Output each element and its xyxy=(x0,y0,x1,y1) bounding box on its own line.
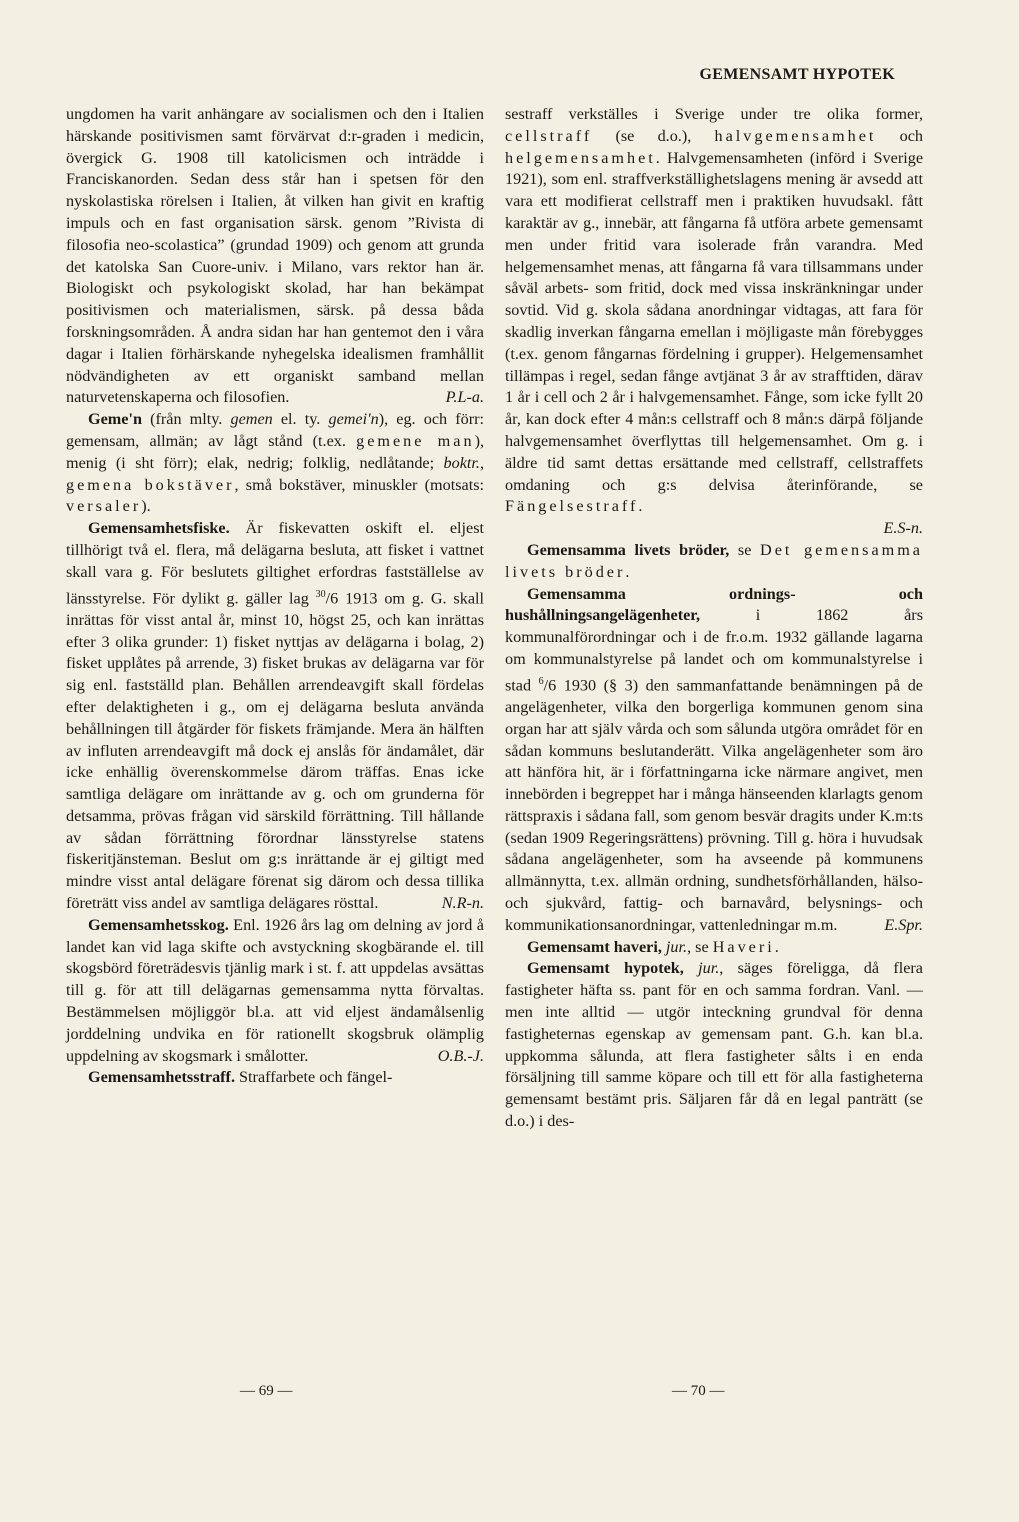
entry-text: Enl. 1926 års lag om delning av jord å landet kan vid laga skifte och avstyckning skogbärande el. till skogsbörd företrädesvis tjänlig mark i st. f. att uppdelas avsättas till g. för att till delägarnas gemensamma nytta förvaltas. Bestämmelsen möjliggör bl.a. att vid eljest ändamålsenlig jorddelning undvika en för rationellt skogsbruk olämplig uppdelning av skogsmark i smålotter. xyxy=(66,915,484,1065)
entry-text: i 1862 års kommunalförordningar och i de fr.o.m. 1932 gällande lagarna om kommunalstyrelse på landet och om kommunalstyrelse i stad xyxy=(505,606,923,695)
entry-text: el. ty. xyxy=(272,410,329,429)
entry-text: . xyxy=(625,562,630,581)
entry-text: , små bokstäver, minuskler (motsats: xyxy=(234,475,485,494)
entry-headword: Gemensamma livets bröder, xyxy=(527,540,730,559)
spaced-term: gemena bokstäver xyxy=(66,475,235,494)
entry-text: Straffarbete och fängel- xyxy=(235,1068,393,1087)
entry-gemen xyxy=(66,409,484,518)
signature: E.Spr. xyxy=(884,915,923,934)
right-column xyxy=(505,104,923,1133)
entry-text: (se d.o.), xyxy=(592,126,715,145)
entry-text: , säges föreligga, då flera fastigheter häfta ss. pant för en och samma fordran. Vanl. — men inte alltid — utgör inteckning grundval för denna fastigheternas egenskap av gemensam pant. G.h. kan bl.a. uppkomma sålunda, att flera fastigheter sålts i en enda försäljning till samme köpare och till ett för alla fastigheterna gemensamt bestämt pris. Säljaren får då en legal panträtt (se d.o.) i des- xyxy=(505,959,923,1131)
entry-text: /6 1930 (§ 3) den sammanfattande benämningen på de angelägenheter, vilka den borgerliga kommunen genom sina organ har att själv vårda och som sålunda utgöra området för en sådan kommuns beslutanderätt. Vilka angelägenheter som äro att hänföra hit, är i författningarna icke närmare angivet, men innebörden i begreppet har i många hänseenden klarlagts genom rättspraxis i sådana fall, som genom besvär dragits under K.m:ts (sedan 1909 Regeringsrättens) prövning. Till g. höra i huvudsak sådana angelägenheter, som ha avseende på kommunens allmännytta, t.ex. allmän ordning, sundhetsförhållanden, hälso- och sjukvård, fattig- och barnavård, belysnings- och kommunikationsanordningar, vattenledningar m.m. xyxy=(505,676,923,934)
spaced-term: Det gemensamma livets bröder xyxy=(505,540,923,581)
entry-headword: Gemensamt haveri, xyxy=(527,937,662,956)
entry-gemensamt-hypotek xyxy=(505,958,923,1132)
entry-gemensamhetsstraff xyxy=(66,1067,484,1089)
page-number-right: — 70 — xyxy=(672,1383,725,1399)
entry-text: . xyxy=(774,937,779,956)
entry-headword: Gemensamhetsfiske. xyxy=(88,519,230,538)
entry-text: ). xyxy=(141,497,151,516)
entry-gemensamhetsskog xyxy=(66,915,484,1068)
entry-headword: Gemensamma ordnings- och hushållningsangelägenheter, xyxy=(505,584,923,625)
signature: N.R-n. xyxy=(441,894,484,913)
spaced-term: helgemensamhet xyxy=(505,148,656,167)
entry-text: gemen xyxy=(230,410,273,429)
entry-text: , se xyxy=(687,937,713,956)
spaced-term: halvgemensamhet xyxy=(714,126,877,145)
entry-text: se xyxy=(729,540,761,559)
intro-paragraph xyxy=(66,104,484,409)
entry-text: Är fiskevatten oskift el. eljest tillhörigt två el. flera, må delägarna besluta, att fisket i vattnet skall vara g. För beslutets giltighet erfordras fastställelse av länsstyrelse. För dylikt g. gäller lag xyxy=(66,519,484,607)
page-number-left: — 69 — xyxy=(240,1383,293,1399)
signature: O.B.-J. xyxy=(437,1046,484,1065)
left-column xyxy=(66,104,484,1089)
intro-text: ungdomen ha varit anhängare av socialismen och den i Italien härskande positivismen samt förvärvat d:r-graden i medicin, övergick G. 1908 till katolicismen och inträdde i Franciskanorden. Sedan dess står han i spetsen för den nyskolastiska rörelsen i Italien, åt vilken han givit en kraftig impuls och en fast organisation särsk. genom ”Rivista di filosofia neo-scolastica” (grundad 1909) och genom att grunda det katolska San Cuore-univ. i Milano, vars rektor han är. Biologiskt och psykologiskt skolad, har han bekämpat positivismen och materialismen, särsk. på dessa båda forskningsområden. Å andra sidan har han gentemot den i våra dagar i Italien förhärskande nyhegelska idealismen framhållit nödvändigheten av ett organiskt samband mellan naturvetenskaperna och filosofien. xyxy=(66,105,484,407)
entry-text: . Halvgemensamheten (införd i Sverige 1921), som enl. straffverkställighetslagens mening är avsedd att vara ett modifierat cellstraff men i praktiken huvudsakl. fått karaktär av g., innebär, att fångarna få utföra arbete gemensamt men under fritid vara isolerade från varandra. Med helgemensamhet menas, att fångarna få vara tillsammans under såväl arbets- som fritid, dock med vissa inskränkningar under sovtid. Vid g. skola sådana anordningar vidtagas, att fara för skadlig inverkan fångarna emellan i möjligaste mån förebygges (t.ex. genom fångarnas fördelning i grupper). Helgemensamhet tillämpas i regel, sedan fånge avtjänat 3 år av strafftiden, därav 1 år i cell och 2 år i halvgemensamhet. Fånge, som icke fyllt 20 år, kan dock efter 4 mån:s cellstraff och 8 mån:s därpå följande halvgemensamhet överflyttas till helgemensamhet. Om g. i äldre tid samt dettas ersättande med cellstraff, cellstraffets omdaning och g:s delvisa återinförande, se xyxy=(505,148,923,494)
entry-text: /6 1913 om g. G. skall inrättas för visst antal år, minst 10, högst 25, och kan inrättas efter 3 olika grunder: 1) fisket nyttjas av delägarna i bolag, 2) fisket upplåtes på arrende, 3) fisket brukas av delägarna var för sig enl. fastställd plan. Behållen arrendeavgift skall fördelas efter delaktigheten i g., om ej delägarna besluta använda behållningen till åtgärder för fiskets främjande. Mera än hälften av influten arrendeavgift må dock ej anslås för ändamålet, där icke enhällig överenskommelse därom träffas. Enas icke samtliga delägare om inrättande av g. och om grunderna för detsamma, prövas frågan vid särskild förrättning. Till hållande av sådan förrättning förordnar länsstyrelse statens fiskeritjänsteman. Beslut om g:s inrättande är ej giltigt med mindre visst antal delägare förenat sig därom och dessa tillika företrätt viss andel av samtliga delägares rösttal. xyxy=(66,588,484,913)
entry-text: jur. xyxy=(683,959,720,978)
entry-straff-continued xyxy=(505,104,923,518)
signature: P.L-a. xyxy=(445,388,484,407)
entry-text: (från mlty. xyxy=(141,410,231,429)
entry-gemensamhetsfiske xyxy=(66,518,484,915)
entry-text: gemei'n xyxy=(328,410,379,429)
entry-text: boktr. xyxy=(443,453,480,472)
entry-text: ), eg. och förr: gemensam, allmän; av lågt stånd (t.ex. xyxy=(66,410,484,450)
entry-text: , xyxy=(479,453,484,472)
entry-headword: Geme'n xyxy=(88,410,142,429)
spaced-term: gemene man xyxy=(356,431,475,450)
superscript: 6 xyxy=(538,675,544,687)
spaced-term: Haveri xyxy=(712,937,775,956)
spaced-term: versaler xyxy=(66,497,142,516)
entry-gemensamt-haveri xyxy=(505,937,923,959)
entry-text: ), menig (i sht förr); elak, nedrig; folklig, nedlåtande; xyxy=(66,431,484,472)
entry-gemensamma-ordnings xyxy=(505,584,923,937)
superscript: 30 xyxy=(315,588,326,600)
signature: E.S-n. xyxy=(883,519,923,538)
entry-text: sestraff verkställes i Sverige under tre olika former, xyxy=(505,105,923,123)
entry-headword: Gemensamt hypotek, xyxy=(527,959,684,978)
entry-gemensamma-livets-broder xyxy=(505,540,923,584)
entry-headword: Gemensamhetsstraff. xyxy=(88,1068,235,1087)
running-head: GEMENSAMT HYPOTEK xyxy=(699,66,895,83)
entry-headword: Gemensamhetsskog. xyxy=(88,915,229,934)
entry-text: . xyxy=(638,497,643,516)
spaced-term: Fängelsestraff xyxy=(505,497,639,516)
entry-text: jur. xyxy=(661,937,688,956)
entry-text: och xyxy=(876,126,924,145)
spaced-term: cellstraff xyxy=(505,126,593,145)
